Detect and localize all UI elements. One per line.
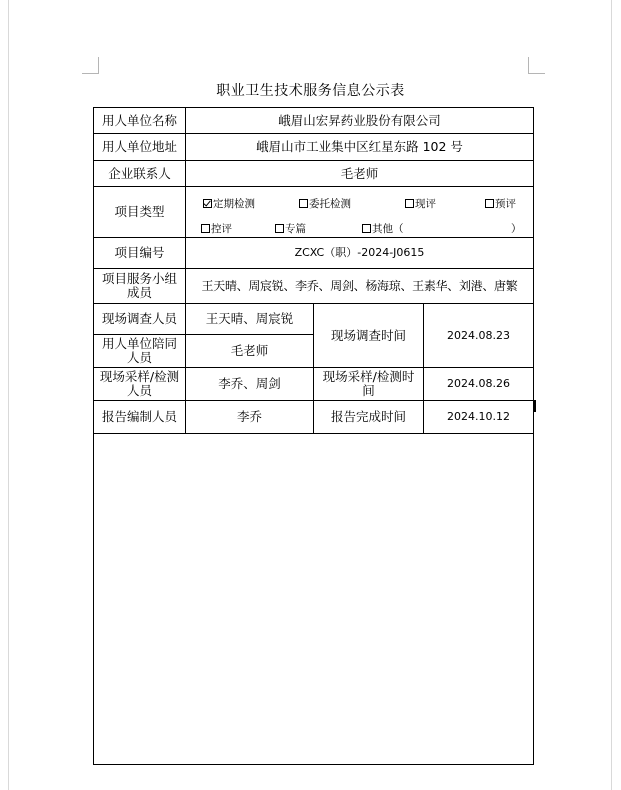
project-type-option-pre-eval[interactable]: [485, 196, 516, 211]
option-label: 现评: [415, 198, 436, 210]
project-type-label: 项目类型: [114, 204, 165, 219]
survey-time-label: 现场调查时间: [330, 327, 406, 343]
option-label: 预评: [495, 198, 516, 210]
sampling-time-label: 现场采样/检测时间: [322, 369, 415, 398]
page-edge: [8, 0, 9, 790]
option-label: 委托检测: [309, 198, 351, 210]
checkbox-icon: [299, 199, 308, 208]
team-value: 王天晴、周宸锐、李乔、周剑、杨海琼、王素华、刘港、唐繁: [201, 279, 518, 293]
project-number-value: ZCXC（职）-2024-J0615: [294, 246, 425, 259]
project-type-option-current-eval[interactable]: [405, 196, 436, 211]
report-author-label: 报告编制人员: [101, 409, 177, 424]
employer-name-value: 峨眉山宏昇药业股份有限公司: [278, 112, 441, 128]
option-label: 控评: [211, 223, 232, 235]
checkbox-icon: [405, 199, 414, 208]
option-label: 专篇: [285, 223, 306, 235]
checkbox-checked-icon: [203, 199, 212, 208]
project-type-option-control-eval[interactable]: [201, 221, 232, 236]
sampling-time-value: 2024.08.26: [447, 377, 510, 390]
survey-time-value: 2024.08.23: [447, 328, 510, 342]
report-author-value: 李乔: [236, 409, 262, 424]
text-cursor-mark: [533, 400, 536, 412]
sampling-staff-label: 现场采样/检测人员: [99, 369, 180, 398]
checkbox-icon: [362, 224, 371, 233]
project-type-option-commissioned[interactable]: [299, 196, 351, 211]
document-title: 职业卫生技术服务信息公示表: [216, 83, 405, 99]
team-label: 项目服务小组成员: [101, 271, 177, 300]
checkbox-icon: [201, 224, 210, 233]
employer-escort-value: 毛老师: [230, 343, 269, 358]
survey-staff-label: 现场调查人员: [101, 311, 177, 326]
option-label: 定期检测: [213, 198, 255, 210]
checkbox-icon: [275, 224, 284, 233]
employer-address-label: 用人单位地址: [101, 139, 177, 154]
report-time-label: 报告完成时间: [330, 409, 406, 424]
margin-corner-mark: [82, 57, 99, 74]
sampling-staff-value: 李乔、周剑: [218, 376, 281, 391]
project-type-option-special[interactable]: [275, 221, 306, 236]
blank-content-area[interactable]: [94, 434, 533, 764]
checkbox-icon: [485, 199, 494, 208]
project-type-option-other[interactable]: [362, 221, 404, 236]
other-close-paren: ）: [511, 223, 522, 235]
margin-corner-mark: [528, 57, 545, 74]
employer-escort-label: 用人单位陪同人员: [101, 336, 177, 365]
contact-label: 企业联系人: [108, 165, 171, 181]
page-edge: [611, 0, 612, 790]
option-label: 其他（: [372, 223, 404, 235]
employer-name-label: 用人单位名称: [101, 112, 177, 128]
employer-address-value: 峨眉山市工业集中区红星东路 102 号: [256, 139, 463, 154]
contact-value: 毛老师: [340, 165, 379, 181]
report-time-value: 2024.10.12: [447, 410, 510, 423]
project-number-label: 项目编号: [114, 245, 165, 260]
survey-staff-value: 王天晴、周宸锐: [205, 311, 294, 326]
project-type-option-periodic[interactable]: [203, 196, 255, 211]
